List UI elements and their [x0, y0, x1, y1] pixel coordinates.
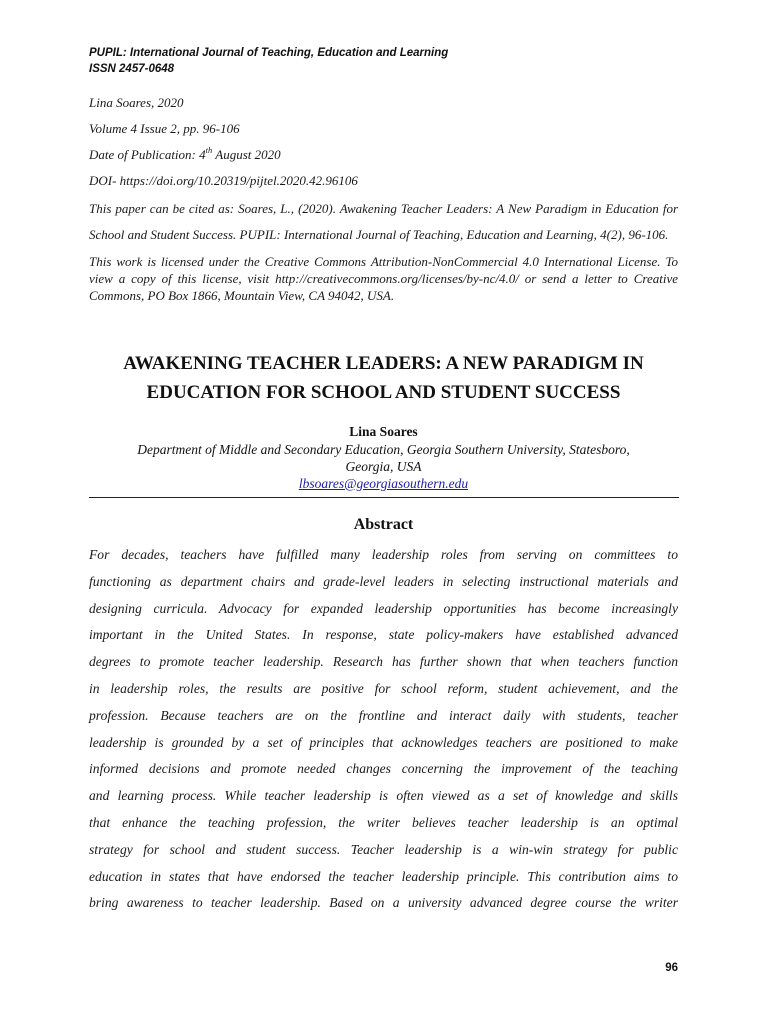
pub-date-suffix: August 2020 [212, 147, 281, 162]
journal-name: PUPIL: International Journal of Teaching, Education and Learning [89, 47, 449, 59]
divider [89, 497, 679, 498]
paper-title [89, 349, 678, 407]
abstract-line: functioning as department chairs and grade-level leaders in selecting instructional materials and [89, 573, 678, 589]
journal-header [89, 45, 448, 77]
abstract-line: education in states that have endorsed the teacher leadership principle. This contribution aims to [89, 868, 678, 884]
doi-link[interactable]: DOI- https://doi.org/10.20319/pijtel.2020.42.96106 [89, 173, 358, 188]
abstract-line: profession. Because teachers are on the frontline and interact daily with students, teacher [89, 707, 678, 723]
abstract-line: leadership is grounded by a set of principles that acknowledges teachers are positioned to make [89, 734, 678, 750]
author-year: Lina Soares, 2020 [89, 95, 184, 110]
article-metadata [89, 92, 678, 304]
abstract-line: that enhance the teaching profession, the writer believes teacher leadership is an optimal [89, 814, 678, 830]
abstract-line: designing curricula. Advocacy for expanded leadership opportunities has become increasingly [89, 600, 678, 616]
abstract-body [89, 542, 678, 917]
affiliation-line-2: Georgia, USA [345, 459, 422, 474]
abstract-line: bring awareness to teacher leadership. Based on a university advanced degree course the writer [89, 895, 678, 911]
abstract-line: degrees to promote teacher leadership. Research has further shown that when teachers function [89, 654, 678, 670]
author-email-link[interactable]: lbsoares@georgiasouthern.edu [298, 476, 469, 491]
abstract-line: informed decisions and promote needed changes concerning the improvement of the teaching [89, 761, 678, 777]
affiliation-line-1: Department of Middle and Secondary Education, Georgia Southern University, Statesboro, [137, 442, 630, 457]
author-block [89, 423, 678, 492]
pub-date-prefix: Date of Publication: 4 [89, 147, 206, 162]
abstract-line: important in the United States. In response, state policy-makers have established advanced [89, 627, 678, 643]
abstract-line: and learning process. While teacher leadership is often viewed as a set of knowledge and skills [89, 788, 678, 804]
journal-issn: ISSN 2457-0648 [89, 63, 175, 75]
abstract-line: strategy for school and student success. Teacher leadership is a win-win strategy for public [89, 841, 678, 857]
abstract-heading: Abstract [353, 516, 414, 533]
volume-info: Volume 4 Issue 2, pp. 96-106 [89, 121, 240, 136]
title-line-2: EDUCATION FOR SCHOOL AND STUDENT SUCCESS [146, 382, 621, 403]
page-number: 96 [665, 962, 678, 974]
pub-date-sup: th [205, 144, 213, 155]
abstract-line: For decades, teachers have fulfilled many leadership roles from serving on committees to [89, 547, 678, 562]
abstract-line: in leadership roles, the results are positive for school reform, student achievement, and the [89, 680, 678, 696]
license-text: This work is licensed under the Creative Commons Attribution-NonCommercial 4.0 International License. To view a copy of this license, visit http://creativecommons.org/licenses/by-nc/4.0/ or send a letter to Creative Commons, PO Box 1866, Mountain View, CA 94042, USA. [89, 254, 678, 303]
publication-date [89, 144, 678, 170]
author-name: Lina Soares [349, 424, 418, 439]
citation-text: This paper can be cited as: Soares, L., (2020). Awakening Teacher Leaders: A New Paradigm in Education for School and Student Success. PUPIL: International Journal of Teaching, Education and Learning, 4(2), 96-106. [89, 201, 678, 242]
title-line-1: AWAKENING TEACHER LEADERS: A NEW PARADIGM IN [123, 353, 644, 374]
